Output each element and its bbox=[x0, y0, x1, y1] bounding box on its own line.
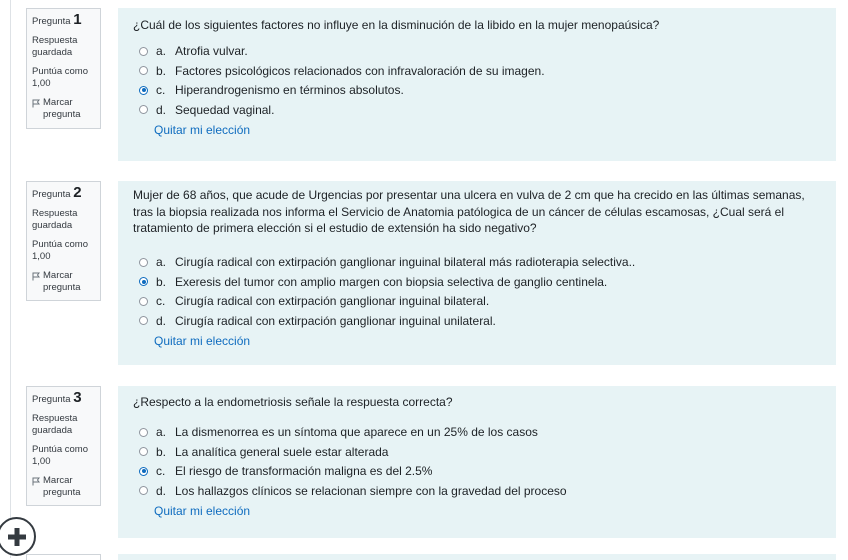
question-number-value: 3 bbox=[73, 389, 82, 406]
clear-choice-link[interactable]: Quitar mi elección bbox=[154, 333, 251, 348]
question-state: Respuesta guardada bbox=[32, 207, 78, 231]
flag-outline-icon bbox=[32, 99, 40, 108]
answer-letter: b. bbox=[156, 63, 167, 78]
answer-list bbox=[133, 253, 822, 331]
question-text: ¿Cuál de los siguientes factores no influye en la disminución de la libido en la mujer menopaúsica? bbox=[133, 18, 660, 32]
flag-outline-icon bbox=[32, 477, 40, 486]
question-info-next bbox=[26, 554, 101, 560]
plus-icon bbox=[8, 528, 26, 546]
answer-option-c[interactable] bbox=[133, 292, 822, 312]
answer-radio[interactable] bbox=[139, 316, 148, 325]
answer-text: Atrofia vulvar. bbox=[175, 44, 248, 59]
answer-radio[interactable] bbox=[139, 467, 148, 476]
answer-letter: c. bbox=[156, 83, 166, 98]
question-info bbox=[26, 181, 101, 301]
answer-text: Cirugía radical con extirpación ganglionar inguinal bilateral. bbox=[175, 294, 490, 309]
question-content-next bbox=[118, 554, 836, 560]
answer-letter: d. bbox=[156, 483, 167, 498]
add-block-button[interactable] bbox=[0, 517, 36, 556]
question-label: Pregunta bbox=[32, 189, 71, 200]
question-label: Pregunta bbox=[32, 394, 71, 405]
answer-text: Factores psicológicos relacionados con infravaloración de su imagen. bbox=[175, 63, 545, 78]
question-text: ¿Respecto a la endometriosis señale la respuesta correcta? bbox=[133, 395, 453, 409]
answer-letter: d. bbox=[156, 102, 167, 117]
answer-option-b[interactable] bbox=[133, 61, 822, 81]
answer-option-c[interactable] bbox=[133, 462, 822, 482]
answer-option-a[interactable] bbox=[133, 42, 822, 62]
question-number-value: 2 bbox=[73, 184, 82, 201]
flag-question-link[interactable] bbox=[32, 270, 100, 295]
question-label: Pregunta bbox=[32, 16, 71, 27]
answer-option-c[interactable] bbox=[133, 81, 822, 101]
answer-radio[interactable] bbox=[139, 86, 148, 95]
flag-outline-icon bbox=[32, 272, 40, 281]
answer-radio[interactable] bbox=[139, 428, 148, 437]
question-number bbox=[32, 11, 100, 29]
answer-option-d[interactable] bbox=[133, 311, 822, 331]
answer-text: Hiperandrogenismo en términos absolutos. bbox=[175, 83, 404, 98]
answer-letter: a. bbox=[156, 44, 167, 59]
answer-radio[interactable] bbox=[139, 277, 148, 286]
answer-letter: b. bbox=[156, 444, 167, 459]
question-number bbox=[32, 184, 100, 202]
flag-question-link[interactable] bbox=[32, 475, 100, 500]
answer-text: Los hallazgos clínicos se relacionan siempre con la gravedad del proceso bbox=[175, 483, 567, 498]
answer-radio[interactable] bbox=[139, 486, 148, 495]
question-content bbox=[118, 386, 836, 538]
drawer-divider bbox=[10, 0, 11, 558]
question-info bbox=[26, 8, 101, 129]
clear-choice-link[interactable]: Quitar mi elección bbox=[154, 503, 251, 518]
question-content bbox=[118, 181, 836, 365]
answer-text: Cirugía radical con extirpación ganglionar inguinal unilateral. bbox=[175, 313, 496, 328]
question-state: Respuesta guardada bbox=[32, 412, 78, 436]
answer-letter: c. bbox=[156, 294, 166, 309]
answer-option-d[interactable] bbox=[133, 481, 822, 501]
flag-question-label: Marcar pregunta bbox=[43, 96, 81, 120]
answer-list bbox=[133, 423, 822, 501]
answer-letter: a. bbox=[156, 255, 167, 270]
answer-letter: a. bbox=[156, 425, 167, 440]
answer-option-a[interactable] bbox=[133, 423, 822, 443]
answer-radio[interactable] bbox=[139, 297, 148, 306]
answer-text: La dismenorrea es un síntoma que aparece en un 25% de los casos bbox=[175, 425, 538, 440]
answer-text: El riesgo de transformación maligna es del 2.5% bbox=[175, 464, 433, 479]
answer-option-d[interactable] bbox=[133, 100, 822, 120]
question-info bbox=[26, 386, 101, 506]
answer-option-b[interactable] bbox=[133, 272, 822, 292]
question-text: Mujer de 68 años, que acude de Urgencias por presentar una ulcera en vulva de 2 cm que ha crecido en las últimas semanas, tras la biopsia realizada nos informa el Servicio de Anatomia patólogica de un cáncer de células escamosas, ¿Cual será el tratamiento de primera elección si el estudio de extensión ha sido negativo? bbox=[133, 188, 805, 235]
answer-option-a[interactable] bbox=[133, 253, 822, 273]
question-grade: Puntúa como 1,00 bbox=[32, 238, 88, 262]
answer-text: La analítica general suele estar alterada bbox=[175, 444, 389, 459]
answer-radio[interactable] bbox=[139, 47, 148, 56]
answer-list bbox=[133, 42, 822, 120]
clear-choice-link[interactable]: Quitar mi elección bbox=[154, 122, 251, 137]
flag-question-label: Marcar pregunta bbox=[43, 269, 81, 293]
question-grade: Puntúa como 1,00 bbox=[32, 65, 88, 89]
answer-radio[interactable] bbox=[139, 447, 148, 456]
flag-question-label: Marcar pregunta bbox=[43, 474, 81, 498]
question-content bbox=[118, 8, 836, 161]
answer-text: Cirugía radical con extirpación ganglionar inguinal bilateral más radioterapia selectiva.. bbox=[175, 255, 636, 270]
question-grade: Puntúa como 1,00 bbox=[32, 443, 88, 467]
question-state: Respuesta guardada bbox=[32, 34, 78, 58]
question-number bbox=[32, 389, 100, 407]
flag-question-link[interactable] bbox=[32, 97, 100, 122]
question-number-value: 1 bbox=[73, 11, 82, 28]
answer-letter: d. bbox=[156, 313, 167, 328]
answer-option-b[interactable] bbox=[133, 442, 822, 462]
answer-radio[interactable] bbox=[139, 258, 148, 267]
answer-letter: c. bbox=[156, 464, 166, 479]
answer-radio[interactable] bbox=[139, 105, 148, 114]
answer-radio[interactable] bbox=[139, 66, 148, 75]
answer-text: Sequedad vaginal. bbox=[175, 102, 275, 117]
answer-letter: b. bbox=[156, 274, 167, 289]
answer-text: Exeresis del tumor con amplio margen con biopsia selectiva de ganglio centinela. bbox=[175, 274, 608, 289]
